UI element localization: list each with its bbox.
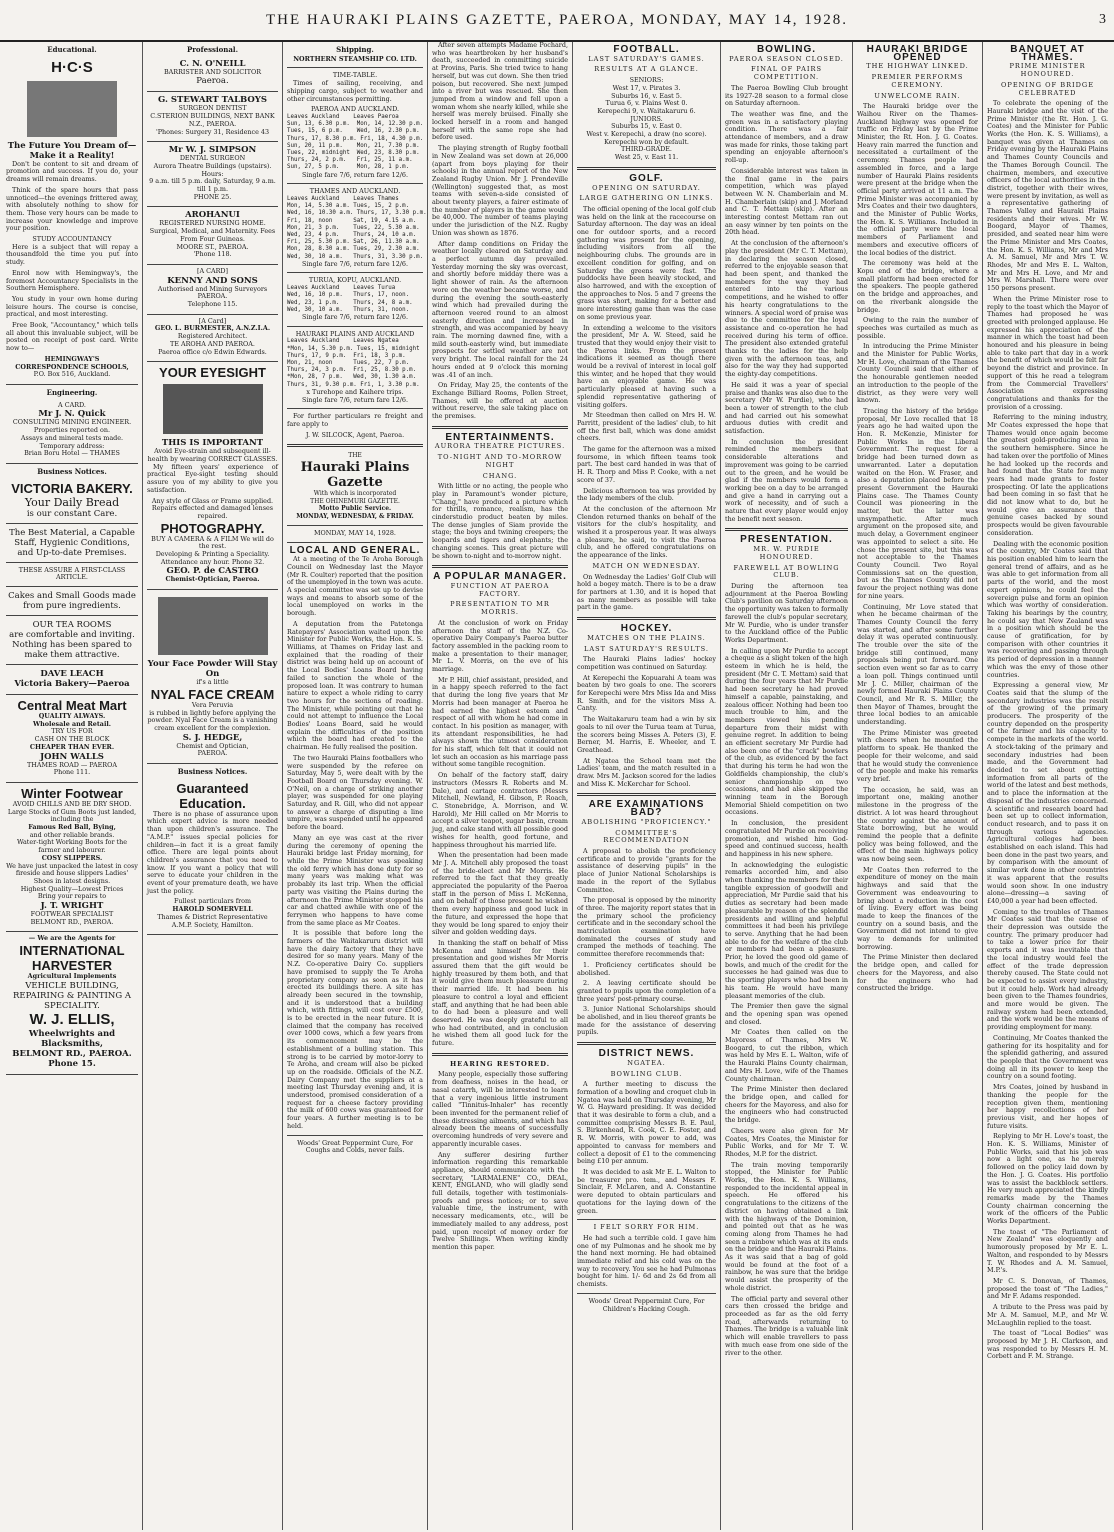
- ad-subhead: STUDY ACCOUNTANCY: [32, 235, 112, 244]
- article-text: A tribute to the Press was paid by Mr A. M. Samuel, M.P., and Mr W. McLaughlin replied to the toast.: [987, 1303, 1108, 1327]
- section-title: FOOTBALL.: [613, 44, 680, 55]
- article-text: The Hauraki bridge over the Waihou River on the Thames-Auckland highway was opened for traffic on Friday last by the Prime Minister, the Rt. Hon. J. G. Coates. Heavy rain marred the function and necessitated a curtailment of the ceremony. Thames people had assembled in force, and a large number of Hauraki Plains residents were present at the bridge when the official party arrived at 11 a.m. The Prime Minister was accompanied by Mrs Coates and their two daughters, and the Minister of Public Works, the Hon. K. S. Williams. Included in the official party were the local members of Parliament and members and executive officers of the local bodies of the district.: [857, 102, 978, 257]
- ad-name: Central Meat Mart: [17, 698, 127, 714]
- article-text: In conclusion the president reminded the members that considerable alterations and improvement was going to be carried out to the green, and he would be glad if the members would form a working bee on a day to be arranged and give a hand in carrying out a work of necessity, and of such a nature that every player would enjoy the benefit next season.: [725, 437, 848, 523]
- section-title: PRESENTATION.: [740, 534, 833, 546]
- section-label: Business Notices.: [177, 767, 248, 777]
- ad-text: Chemist and Optician,: [176, 741, 249, 750]
- ad-text: Developing & Printing a Speciality.: [155, 550, 270, 559]
- ad-phone: Phone 15.: [48, 1058, 96, 1069]
- article-text: At Kerepechi the Kopuarahi A team was beaten by two goals to one. The scorers for Kerepechi were Mrs Miss Ida and Miss R. Smith, and for the visitors Miss A. Canty.: [577, 673, 716, 713]
- ad-address: P.O. Box 516, Auckland.: [33, 370, 111, 379]
- ad-text: Authorised and Mining Surveyors PAEROA.: [157, 284, 268, 301]
- quick-ad: [6, 399, 138, 464]
- sub-title: AURORA THEATRE PICTURES.: [434, 442, 566, 451]
- ad-text: QUALITY ALWAYS.: [38, 712, 106, 721]
- ad-text: 'Phone 118.: [193, 250, 232, 259]
- article-text: The weather was fine, and the green was in a satisfactory playing condition. There was a fair attendance of members, and a draw was made for rinks, those taking part spending an enjoyable afternoon's roll-up.: [725, 109, 848, 165]
- ad-phone: Phone 111.: [53, 768, 91, 777]
- meat-mart-ad: [6, 695, 138, 783]
- ad-text: Surgical, Medical, and Maternity. Fees From Four Guineas.: [149, 227, 276, 243]
- sub-title: PREMIER PERFORMS CEREMONY.: [871, 73, 964, 89]
- ad-name: INTERNATIONAL: [19, 943, 125, 959]
- article-text: After seven attempts Madame Pochard, who was heartbroken by her husband's death, succeeded in committing suicide at Provins, Paris. She tried twice to hang herself, but was cut down. She then tried poison, but recovered. She next jumped into a river but was rescued. She then jumped from a window and fell upon a woman whom she nearly killed, while she herself was merely bruised. Finally she locked herself in a room and hanged herself with the same rope she had before used.: [432, 42, 568, 142]
- ad-name: HAROLD SOMERVELL: [172, 905, 253, 914]
- article-text: Owing to the rain the number of speeches was curtailed as much as possible.: [857, 316, 978, 340]
- article-text: The Prime Minister then declared the bridge open, and called for cheers for the Mayoress, and also for the engineers who had constructed the bridge.: [725, 1085, 848, 1125]
- sub-title: CHANG.: [482, 471, 518, 480]
- section-title: HEARING RESTORED.: [449, 1059, 551, 1068]
- ad-name: S. J. HEDGE,: [182, 732, 243, 743]
- ad-text: 'Phones: Surgery 31, Residence 43: [155, 127, 270, 136]
- ad-name: C. N. O'NEILL: [179, 58, 246, 69]
- ad-name: Mr J. N. Quick: [38, 409, 106, 420]
- text: SENIORS:: [629, 76, 664, 85]
- subhead: TIME-TABLE.: [332, 71, 378, 80]
- sub-title: I FELT SORRY FOR HIM.: [593, 1223, 700, 1232]
- article-text: Any sufferer desiring further information regarding this remarkable appliance, should communicate with the secretary, "LARMALENE" CO., DEAL, KENT, ENGLAND, who will gladly send full details, together with testimonials-proofs and press notices; or to save valuable time, the instrument, with necessary medicaments, etc., will be immediately mailed to any address, post paid, upon receipt of money order for Twelve Shillings. When writing kindly mention this paper.: [432, 1150, 568, 1251]
- timetable: Leaves Auckland Leaves Paeroa Sun, 13, 6.30 p.m. Mon, 14, 12.30 p.m. Tues, 15, 6 p.m. Wed, 16, 2.30 p.m. Thurs, 17, 8.30 p.m. Fri, 18, 4.30 p.m. Sun, 20, 11 p.m. Mon, 21, 7.30 p.m. Tues, 22, midnight Wed, 23, 8.30 p.m. Thurs, 24, 2 p.m. Fri, 25, 11 a.m. Sun, 27, 5 p.m. Mon, 28, 1 p.m.: [287, 113, 424, 171]
- ad-name: W. J. ELLIS,: [29, 1010, 115, 1028]
- sub-title: FUNCTION AT PAEROA FACTORY.: [450, 582, 550, 598]
- ad-text: FOOTWEAR SPECIALIST: [30, 910, 114, 919]
- ad-name: VICTORIA BAKERY.: [11, 480, 133, 496]
- text: THE OHINEMURI GAZETTE.: [310, 497, 400, 505]
- article-text: Tracing the history of the bridge proposal, Mr Love recalled that 18 years ago he had waited upon the Hon. R. McKenzie, Minister for Public Works in the Liberal Government. The request for a bridge had been turned down as unwarranted. Later a deputation waited on the Hon. W. Fraser, and also a deputation placed before the present Government the Hauraki Plains case. The Thames County Council was pioneering in the matter, but the latter was unsympathetic. After much argument on the proposed site, and much delay, a Government engineer was appointed to select a site. He chose the present site, but this was not acceptable to the Thames County Council. Two Royal Commissions sat on the question, but as the Thames County did not favour the project nothing was done for nine years.: [857, 406, 978, 600]
- ad-name: NYAL FACE CREAM: [150, 686, 275, 702]
- timetable: Leaves Auckland Leaves Ngatea *Mon, 14, 5.30 p.m. Tues, 15, midnight Thurs, 17, 9 p.m. Fri, 18, 3 p.m. Mon, 21, noon Tues, 22, 7 p.m. Thurs, 24, 3 p.m. Fri, 25, 8.30 p.m. *Mon, 28, 7 p.m. Wed, 30, 1.30 a.m. Thurs, 31, 9.30 p.m. Fri, 1, 3.30 p.m.: [287, 338, 420, 388]
- section-title: LOCAL AND GENERAL.: [289, 544, 421, 556]
- article-text: The official opening of the local golf club was held on the link at the racecourse on Saturday afternoon. The day was an ideal one for outdoor sports, and a record gathering was present for the opening, including visitors from all the neighbouring clubs. The grounds are in excellent condition for golfing, and on Saturday the greens were fast. The puddocks have been heavily stocked, and also harrowed, and with the exception of the approaches to Nos. 5 and 7 greens the grass was short, making for a better and more interesting game than was the case on some previous year.: [577, 204, 716, 321]
- article-text: 3. Junior National Scholarships should be abolished, and in lieu thereof grants be made for the assistance of deserving pupils.: [577, 1005, 716, 1037]
- article-text: On behalf of the factory staff, dairy instructors (Messrs R. Roberts and M. Dale), and cartage contractors (Messrs Mitchell, Newland, H. Gibson, P. Roach, C. Stonebridge, A. Morrison, and W. Harold), Mr Hill called on Mr Morris to accept a silver teapot, sugar basin, cream jug, and cake stand with all possible good wishes for health, good fortune, and happiness throughout his married life.: [432, 771, 568, 849]
- sub-title: NGATEA.: [627, 1058, 666, 1067]
- winter-footwear-ad: [6, 783, 138, 933]
- ad-text: Vera Peruvia: [191, 700, 234, 709]
- ad-text: You study in your own home during leisure hours. The course is concise, practical, and most interesting.: [6, 294, 138, 319]
- article-text: The Prime Minister was greeted with cheers when he mounted the platform to speak. He thanked the people for their welcome, and said that he would study the convenience of the people and make his remarks very brief.: [857, 728, 978, 783]
- article-text: Coming to the troubles of Thames Mr Coates said that the cause of their depression was outside the country. The primary producer had to take a lower price for their exports and it was inevitable that the local industry would feel the effect of the trade depression thereby caused. The State could not be expected to assist every industry, but it could help. Work had already been given to the Thames foundries, and more would be given. The railway system had been extended, and the work would be the means of providing employment for many.: [987, 907, 1108, 1032]
- section-label: Business Notices.: [37, 466, 107, 476]
- article-text: On Wednesday the Ladies' Golf Club will hold a bogey match. There is to be a draw for partners at 1.30, and it is hoped that as many members as possible will take part in the game.: [577, 572, 716, 612]
- ad-name: Victoria Bakery—Paeroa: [14, 679, 130, 690]
- masthead: [0, 0, 1114, 42]
- ad-text: and other reliable brands.: [29, 830, 115, 839]
- ad-headline: Guaranteed Education.: [176, 780, 249, 811]
- article-text: 1. Proficiency certificates should be abolished.: [577, 960, 716, 977]
- section-title: DISTRICT NEWS.: [598, 1048, 695, 1060]
- article-text: At the conclusion of the afternoon's play the president (Mr C. T. Mettam), in declaring the season closed, referred to the enjoyable season that had been spent, and thanked the members for the way they had entered into the various competitions, and he wished to offer his hearty congratulations to the winners. A special word of praise was due to the committee for the loyal assistance and co-operation he had received during his term of office. The president also extended grateful thanks to the ladies for the help given with the afternoon teas, and also for the way they had supported the eighty-day competitions.: [725, 239, 848, 379]
- ad-text: if's a little: [196, 678, 229, 687]
- ad-text: VEHICLE BUILDING, REPAIRING & PAINTING A SPECIALITY.: [13, 980, 131, 1011]
- ad-text: CHEAPER THAN EVER.: [29, 742, 115, 751]
- ad-text: Wholesale and Retail.: [32, 719, 112, 728]
- column-8: [982, 42, 1112, 1530]
- article-text: A further meeting to discuss the formation of a bowling and croquet club in Ngatea was held on Thursday evening, Mr W. G. Hayward presiding. It was decided that it was desirable to form a club, and a committee comprising Messrs B. E. Paul, S. Birkenhead, R. Cook, C. E. Foster, and R. W. Morris, with power to add, was appointed to canvass for members and collect a deposit of £1 to the commencing being £10 per annum.: [577, 1080, 716, 1166]
- ad-text: Registered Architect.: [177, 332, 248, 341]
- text: Woods' Great Peppermint Cure, For Coughs and Colds, never fails.: [297, 1138, 413, 1155]
- result: West 25, v. East 11.: [614, 153, 679, 162]
- result: Suburbs 15, v. East 0.: [611, 122, 682, 131]
- ad-text: Water-tight Working Boots for the farmer and labourer.: [16, 838, 128, 855]
- ad-text: BARRISTER AND SOLICITOR: [163, 67, 262, 76]
- ad-text: THESE ASSURE A FIRST-CLASS ARTICLE.: [18, 565, 126, 582]
- article-text: Mr Coates then called on the Mayoress of Thames, Mrs W. Boogard, to cut the ribbon, which was held by Mrs E. L. Walton, wife of the Hauraki Plains County chairman, and Mrs H. Love, wife of the Thames County chairman.: [725, 1028, 848, 1083]
- victoria-bakery-ad: [6, 478, 138, 695]
- subhead: THAMES AND AUCKLAND.: [309, 187, 401, 196]
- section-title: BANQUET AT THAMES.: [1010, 44, 1085, 63]
- sub-title: ABOLISHING "PROFICIENCY.": [581, 817, 712, 826]
- sub-title: MATCHES ON THE PLAINS.: [587, 633, 706, 642]
- ad-text: Aurora Theatre Buildings (upstairs).: [153, 161, 272, 170]
- article-text: The Hauraki Plains ladies' hockey competition was continued on Saturday.: [577, 655, 716, 671]
- ad-text: A CARD.: [58, 400, 86, 409]
- article-text: The toast of "Local Bodies" was proposed by Mr J. H. Clarkson, and was responded to by Messrs H. M. Corbett and F. M. Strange.: [987, 1329, 1108, 1361]
- ad-headline: Your Daily Bread: [24, 495, 120, 509]
- article-text: With little or no acting, the people who play in Paramount's wonder picture, "Chang," have produced a picture which for thrills, romance, realism, has the cinderstudio product beaten by miles. The dense jungles of Siam provide the stage; the boys and twining creepers; the leopards and tigers and elephants; the changing scenes. This great picture will be shown to-night and to-morrow night.: [432, 482, 568, 560]
- ad-name: JOHN WALLS: [40, 751, 104, 762]
- ad-text: Don't be content to sit and dream of promotion and success. If you do, your dreams will remain dreams.: [6, 159, 138, 184]
- sub-title: OPENING OF BRIDGE CELEBRATED: [1000, 80, 1095, 97]
- sub-title: THE HIGHWAY LINKED.: [866, 62, 969, 71]
- ad-text: DENTAL SURGEON: [179, 154, 246, 163]
- sub-title: FINAL OF PAIRS COMPETITION.: [751, 65, 822, 82]
- article-text: The Premier then gave the signal and the opening span was opened and closed.: [725, 1002, 848, 1026]
- ad-name: HEMINGWAY'S: [44, 354, 100, 363]
- student-illustration: [27, 81, 117, 137]
- ad-text: [A CARD]: [196, 266, 229, 275]
- ad-text: Free Book, "Accountancy," which tells all about this invaluable subject, will be posted on receipt of post card. Write now to—: [6, 321, 138, 353]
- ad-address: BELMONT RD., PAEROA.: [30, 917, 114, 926]
- article-text: The game for the afternoon was a mixed foursome, in which fifteen teams took part. The best card handed in was that of H. R. Thorp and Miss P. Cooke, with a net score of 37.: [577, 445, 716, 484]
- ad-text: The Best Material, a Capable Staff, Hygienic Conditions, and Up-to-date Premises.: [9, 527, 135, 558]
- sub-title: BOWLING CLUB.: [610, 1069, 683, 1078]
- ad-text: SURGEON DENTIST: [178, 104, 247, 113]
- ad-name: G. STEWART TALBOYS: [158, 95, 267, 106]
- ad-text: OUR TEA ROOMS: [32, 620, 112, 631]
- ad-name: Winter Footwear: [21, 785, 123, 801]
- article-text: Cheers were also given for Mr Coates, Mrs Coates, the Minister for Public Works, and for Mr T. W. Rhodes, M.P. for the district.: [725, 1126, 848, 1158]
- ad-name: GEO. P. de CASTRO: [166, 566, 259, 577]
- column-1: [2, 42, 142, 1530]
- article-text: The proposal is opposed by the minority of three. The majority report states that in the primary school the proficiency certificate and in the secondary school the matriculation examination have dominated the courses of study and cramped the methods of teaching. The committee therefore recommends that:: [577, 896, 716, 959]
- ad-text: Here is a subject that will repay a thousandfold the time you put into study.: [6, 242, 138, 267]
- article-text: He said it was a year of special praise and thanks was also due to the secretary (Mr W. Purdie), who had been a tower of strength to the club and had carried out his somewhat arduous duties with credit and satisfaction.: [725, 380, 848, 436]
- ad-address: THAMES ROAD — PAEROA: [27, 760, 117, 769]
- article-text: Considerable interest was taken in the final game in the pairs competition, which was played between W. N. Chamberlain and M. H. Chamberlain (skip) and J. Morland and C. T. Mettam (skip). After an interesting contest Mettam ran out an easy winner by ten points on the 20th head.: [725, 166, 848, 237]
- paper-nameplate: Hauraki Plains Gazette: [300, 460, 410, 491]
- sub-title: PRESENTATION TO MR MORRIS.: [450, 600, 550, 617]
- article-text: After damp conditions on Friday the weather locally cleared on Saturday and a perfect autumn day prevailed. Yesterday morning the sky was overcast, and shortly before midday there was a light shower of rain. As the afternoon wore on the weather became worse, and during the evening the south-easterly wind which had prevailed during the afternoon veered round to an almost easterly direction and increased in strength, and was accompanied by heavy rain. The morning dawned fine, with a mild south-easterly wind, but immediate prospects for settled weather are not very bright. The local rainfall for the 24 hours ended at 9 o'clock this morning was .41 of an inch.: [432, 239, 568, 379]
- ad-text: Wheelwrights and Blacksmiths,: [28, 1028, 116, 1049]
- ad-text: Enrol now with Hemingway's, the foremost Accountancy Specialists in the Southern Hemisphere.: [6, 268, 138, 293]
- ad-text: CASH ON THE BLOCK: [34, 735, 110, 744]
- article-text: To celebrate the opening of the Hauraki bridge and the visit of the Prime Minister (the Rt. Hon. J. G. Coates) and the Minister for Public Works (the Hon. K. S. Williams), a banquet was given at Thames on Friday evening by the Hauraki Plains and Thames County Councils and the Thames Borough Council. The chairmen, members, and executive officers of the local authorities in the district, together with their wives, were present by invitation, as well as a representative gathering of Thames Valley and Hauraki Plains residents and their wives. Mr W. Boogard, Mayor of Thames, presided, and seated near him were the Prime Minister and Mrs Coates, the Hon. K. S. Williams, Mr and Mrs A. M. Samuel, Mr and Mrs T. W. Rhodes, Mr and Mrs E. L. Walton, Mr and Mrs H. Love, and Mr and Mrs W. Marshall. There were over 150 persons present.: [987, 99, 1108, 293]
- masthead-title: THE HAURAKI PLAINS GAZETTE, PAEROA, MONDAY, MAY 14, 1928.: [266, 12, 848, 28]
- article-text: Delicious afternoon tea was provided by the lady members of the club.: [577, 486, 716, 503]
- sub-title: OPENING ON SATURDAY.: [592, 183, 701, 192]
- ad-name: J. T. WRIGHT: [40, 901, 104, 912]
- text: THIRD-GRADE.: [621, 145, 672, 154]
- ad-text: AVOID CHILLS AND BE DRY SHOD.: [12, 799, 132, 808]
- issue-date: MONDAY, MAY 14, 1928.: [314, 528, 396, 537]
- article-text: The two Hauraki Plains footballers who were suspended by the referee on Saturday, May 5, were dealt with by the Football Board on Thursday evening. W. O'Neil, on a charge of striking another player, was suspended for one playing Saturday, and R. Gill, who did not appear to answer a charge of disputing a line umpire, was suspended until he appeared before the board.: [287, 753, 423, 832]
- section-label: Professional.: [186, 45, 239, 54]
- ad-text: Chemist-Optician, Paeroa.: [165, 575, 260, 584]
- page-number: 3: [1099, 12, 1108, 27]
- text: MONDAY, WEDNESDAY, & FRIDAY.: [296, 513, 414, 521]
- article-text: Continuing, Mr Love stated that when he became chairman of the Thames County Council the ferry was started, and after some further delay it was operated continuously. The trouble over the site of the bridge still continued, many proposals being put forward. One section even went so far as to carry a loan poll. Things continued until Mr J. C. Miller, chairman of the newly formed Hauraki Plains County Council, and Mr R. S. Miller, the then Mayor of Thames, brought the three local bodies to an amicable understanding.: [857, 602, 978, 727]
- article-text: A deputation from the Patetonga Ratepayers' Association waited upon the Minister for Public Works, the Hon. K. S. Williams, at Thames on Friday last and explained that the roading of their district was being held up on account of the Local Bodies' Loans Board having failed to sanction the whole of the proposed loan. It was contrary to human nature to expect a whole riding to carry two hours for the sections of roading. The Minister, while pointing out that he could not attempt to influence the Local Bodies' Loans Board, said he would explain the difficulties of the position which the board had created to the chairman. He fully realised the position.: [287, 619, 423, 752]
- sub-title: PAEROA SEASON CLOSED.: [729, 54, 844, 63]
- column-5: [572, 42, 720, 1530]
- ad-text: REGISTERED NURSING HOME.: [159, 219, 266, 228]
- result: Turua 6, v. Plains West 0.: [605, 99, 688, 108]
- article-text: In extending a welcome to the visitors the president, Mr A. W. Steed, said he trusted that they would enjoy their visit to the Paeroa links. From the present indications it seemed as though there would be a revival of interest in local golf this winter, and he hoped that they would have an enjoyable game. He was particularly pleased at having such a splendid representative gathering of visiting golfers.: [577, 323, 716, 409]
- column-2: [142, 42, 282, 1530]
- ad-name: KENNY AND SONS: [167, 275, 258, 286]
- column-3: [282, 42, 427, 1530]
- article-text: When the presentation had been made Mr J. A. Mitchell ably proposed the toast of the bride-elect and Mr Morris. He referred to the fact that they greatly appreciated the popularity of the Paeroa staff in the person of Miss I. McKenna, and on behalf of those present he wished them every happiness and good luck in the future, and expressed the hope that they would be long spared to enjoy their silver and golden wedding days.: [432, 851, 568, 937]
- article-text: At a meeting of the Te Aroha Borough Council on Wednesday last the Mayor (Mr R. Coulter) reported that the position of the unemployed in the town was acute. A special committee was set up to devise ways and means to absorb some of the local unemployed on works in the borough.: [287, 555, 423, 618]
- result: Kerepechi 9, v. Waitakaruru 6.: [597, 106, 696, 115]
- section-title: A POPULAR MANAGER.: [433, 571, 567, 583]
- fare: Single fare 7/6, return fare 12/6.: [301, 395, 409, 404]
- ad-text: There is no phase of assurance upon which expert advice is more needed than upon children's assurance. The "A.M.P." issues special policies for children—in fact it is a great family office. There are legal points about children's assurance that you need to know. If you want a policy that will serve to educate your children in the event of your premature death, we have just the policy.: [147, 809, 278, 895]
- ad-headline: THIS IS IMPORTANT: [161, 438, 264, 449]
- article-text: At the conclusion of work on Friday afternoon the staff of the N.Z. Co-operative Dairy Company's Paeroa butter factory assembled in the packing room to make a presentation to their manager, Mr L. V. Morris, on the eve of his marriage.: [432, 618, 568, 674]
- text: Times of sailing, receiving, and shipping cargo, subject to weather and other circumstances permitting.: [287, 79, 423, 103]
- ad-name: NORTHERN STEAMSHIP CO. LTD.: [293, 54, 417, 63]
- hcs-logo: H·C·S: [51, 58, 93, 76]
- ad-text: CONSULTING MINING ENGINEER.: [12, 418, 132, 427]
- sub-title: MATCH ON WEDNESDAY.: [592, 561, 701, 570]
- ad-name: J. W. SILCOCK, Agent, Paeroa.: [305, 430, 405, 439]
- article-text: The playing strength of Rugby football in New Zealand was set down at 26,000 (apart from boys playing for their schools) in the annual report of the New Zealand Rugby Union. Mr J. Prendeville (Wellington) suggested that, as most teams with seven-a-side consisted of about twenty players, a fairer estimate of the number of players in the game would be 40,000. The number of teams playing under the jurisdiction of the N.Z. Rugby Union was shown as 1876.: [432, 144, 568, 237]
- text: With which is incorporated: [313, 490, 397, 498]
- section-title: ARE EXAMINATIONS BAD?: [588, 799, 705, 819]
- fare: Single fare 7/6, return fare 12/6.: [301, 259, 409, 268]
- ad-text: TE AROHA AND PAEROA.: [170, 339, 255, 348]
- ad-text: Properties reported on.: [33, 426, 111, 435]
- sub-title: FAREWELL AT BOWLING CLUB.: [733, 563, 840, 580]
- fare: Single fare 7/6, return fare 12/6.: [301, 170, 409, 179]
- article-text: Mr Steedman then called on Mrs H. W. Parritt, president of the ladies' club, to hit off the first ball, which was done amidst cheers.: [577, 411, 716, 443]
- article-text: The Prime Minister then declared the bridge open, and called for cheers for the Mayoress, and also for the engineers who had constructed the bridge.: [857, 953, 978, 993]
- article-text: The Waitakaruru team had a win by six goals to nil over the Turua team at Turua, the scorers being Misses A. Peters (3), F. Berner, M. Harris, E. Wheeler, and T. Greathead.: [577, 715, 716, 754]
- ad-text: Highest Quality—Lowest Prices: [20, 884, 124, 893]
- sub-title: MR. W. PURDIE HONOURED.: [753, 545, 820, 561]
- ad-text: PAEROA.: [197, 749, 228, 758]
- ad-headline: The Future You Dream of—: [7, 140, 137, 151]
- ad-text: [A Card]: [198, 316, 227, 325]
- sub-title: LAST SATURDAY'S RESULTS.: [583, 644, 710, 653]
- ad-text: is our constant Care.: [26, 508, 118, 519]
- result: West v. Kerepechi, a draw (no score).: [586, 130, 707, 139]
- article-text: The ceremony was held at the Kopu end of the bridge, where a small platform had been erected for the speakers. The people gathered on the bridge and approaches, and on the riverbank alongside the bridge.: [857, 259, 978, 314]
- ad-text: TRY US FOR: [51, 727, 93, 736]
- sub-title: RESULTS AT A GLANCE.: [594, 65, 699, 74]
- timetable: Leaves Auckland Leaves Thames Mon, 14, 5.30 a.m. Tues, 15, 2 p.m. Wed, 16, 10.30 a.m. Thurs, 17, 3.30 p.m. Fri, 18, noon Sat, 19, 4.15 a.m. Mon, 21, 3 p.m. Tues, 22, 5.30 a.m. Wed, 23, 4 p.m. Thurs, 24, 10 a.m. Fri, 25, 5.30 p.m. Sat, 26, 11.30 a.m. Mon, 28, 8.30 a.m. Tues, 29, 2.30 a.m. Wed, 30, 10 a.m. Thurs, 31, 3.30 p.m.: [287, 195, 427, 260]
- article-text: At Ngatea the School team met the Ladies' team, and the match resulted in a draw. Mrs M. Jackson scored for the ladies and Miss K. McKerchar for School.: [577, 756, 716, 788]
- text: Motto Public Service.: [318, 505, 392, 513]
- article-text: Replying to Mr H. Love's toast, the Hon. K. S. Williams, Minister of Public Works, said that his job was now a light one, as he merely followed on the policy laid down by the Hon. J. G. Coates. His portfolio was to assist the backblock settlers. He very much appreciated the kindly remarks made by the Thames County chairman concerning the work of the officers of the Public Works Department.: [987, 1132, 1108, 1226]
- article-text: When the Prime Minister rose to reply to the toast which the Mayor of Thames had proposed he was greeted with prolonged applause. He expressed his appreciation of the manner in which the toast had been honoured and his pleasure in being able to take part that day in a work the benefit of which would be felt far beyond the district and province. In support of this he read a telegram from the Commercial Travellers' Association expressing congratulations and thanks for the provision of a crossing.: [987, 294, 1108, 411]
- ad-text: Agricultural Implements: [27, 972, 117, 981]
- article-text: 2. A leaving certificate should be granted to pupils upon the completion of a three years' post-primary course.: [577, 979, 716, 1003]
- article-text: He had such a terrible cold. I gave him one of my Pulmonas and he shook me by the hand next morning. He had obtained immediate relief and his cold was on the way to recovery. You see he had Pulmonas bought for him. 1/- 6d and 2s 6d from all chemists.: [577, 1233, 716, 1289]
- subhead: TURUA, KOPU, AUCKLAND.: [308, 276, 402, 285]
- ad-text: We have just unpacked the latest in cosy fireside and house slippers Ladies' Shoes in latest designs.: [6, 861, 138, 885]
- article-text: Referring to the mining industry, Mr Coates expressed the hope that Thames would once again become the greatest gold-producing area in the southern hemisphere. Since he had taken over the portfolio of Mines he had looked up the records and had found that the State for many years had made grants to foster prospecting. Of late the applications had been coming in so fast that he did not know what to do, but he would give an assurance that genuine cases backed by sound prospects would be given favourable consideration.: [987, 413, 1108, 537]
- ad-text: Bring your repairs to: [37, 892, 107, 901]
- eye-illustration: [163, 384, 263, 434]
- ad-text: Famous Red Ball, Bying,: [28, 823, 116, 832]
- text: Woods' Great Peppermint Cure, For Children's Hacking Cough.: [588, 1296, 705, 1313]
- eyesight-ad: [147, 362, 278, 590]
- ad-text: MOORE ST., PAEROA.: [176, 242, 249, 251]
- article-text: Dealing with the economic position of the country, Mr Coates said that his position enabled him to learn the general trend of affairs, and as he was able to get information from all parts of the world, and the most expert opinions, he could feel the sovereign pulse and form an opinion which was worthy of consideration. Taking his bearings by the country, he could say that New Zealand was in a position which should be the cause of gratification, for by comparison with other countries it was recovering and passing through its period of depression in a manner which was the envy of those other countries.: [987, 539, 1108, 679]
- ad-text: Fullest particulars from: [173, 897, 252, 906]
- ad-name: DAVE LEACH: [40, 669, 104, 680]
- harvester-ad: [6, 932, 138, 1074]
- ad-text: COSY SLIPPERS.: [41, 853, 103, 862]
- article-text: Mr Coates then referred to the expenditure of money on the main highways and said that the Government was endeavouring to bring about a reduction in the cost of living. Every effort was being made to keep the finances of the country on a sound basis, and the Government did not intend to give way to demands for unlimited borrowing.: [857, 865, 978, 951]
- section-label: Educational.: [47, 45, 97, 54]
- ad-headline-2: Make it a Reality!: [29, 150, 115, 161]
- ad-text: Paeroa.: [196, 76, 229, 87]
- article-text: In acknowledging the eulogistic remarks accorded him, and also when thanking the members for their tangible expression of goodwill and appreciation, Mr Purdie said that his duties as secretary had been made pleasurable by reason of the splendid presidents and willing and helpful committees it had been his privilege to serve. Anything that he had been able to do for the welfare of the club or members had been a pleasure. Prior, he loved the good old game of bowls, and much of the credit for the successes he had gained was due to the sporting players who had been in his team. He would have many pleasant memories of the club.: [725, 860, 848, 1000]
- amp-ad: [147, 778, 278, 936]
- result: Kerepechi won by default.: [604, 137, 689, 146]
- article-text: In conclusion, the president congratulated Mr Purdie on receiving promotion, and wished him God-speed and continued success, health and happiness in his new sphere.: [725, 819, 848, 858]
- article-text: The occasion, he said, was an important one, making another milestone in the progress of the district. A lot was heard throughout the country against the amount of State borrowing, but he would remind the people that a definite policy was being followed, and the effect of the main highways policy was now being seen.: [857, 785, 978, 864]
- column-7: [852, 42, 982, 1530]
- ad-text: — We are the Agents for: [28, 934, 116, 943]
- section-title: BOWLING.: [756, 44, 817, 55]
- subhead: HAURAKI PLAINS AND AUCKLAND: [295, 329, 415, 338]
- sub-title: COMMITTEE'S RECOMMENDATION: [603, 828, 690, 845]
- ad-text: Thames & District Representative A.M.P. Society, Hamilton.: [157, 912, 268, 929]
- text: For further particulars re freight and fare apply to: [287, 412, 423, 428]
- article-text: Many an eye was cast at the river during the ceremony of opening the Hauraki bridge last Friday morning, for while the Prime Minister was speaking the old ferry which has done duty for so many years was making what was probably its last trip. When the official party was visiting the Plains during the afternoon the Prime Minister stopped his car and chatted awhile with one of the ferrymen who happens to have come from the same place as Mr Coates.: [287, 833, 423, 927]
- ad-address: BELMONT RD., PAEROA.: [12, 1048, 132, 1059]
- article-text: A proposal to abolish the proficiency certificate and to provide "grants for the assistance of deserving pupils" in the place of Junior National Scholarships is made in the report of the Syllabus Committee.: [577, 846, 716, 894]
- ad-text: is rubbed in lightly before applying the powder. Nyal Face Cream is a vanishing cream excellent for the complexion.: [147, 708, 278, 732]
- column-6: [720, 42, 852, 1530]
- lady-illustration: [158, 597, 268, 655]
- article-text: On Friday, May 25, the contents of the Exchange Billiard Rooms, Pollen Street, Thames, will be offered at auction without reserve, the sale taking place on the premises.: [432, 381, 568, 421]
- article-text: In introducing the Prime Minister and the Minister for Public Works, Mr H. Love, chairman of the Thames County Council said that either of the honourable gentlemen needed an introduction to the people of the district, as they were very well known.: [857, 342, 978, 405]
- article-text: At the conclusion of the afternoon Mr Clendon returned thanks on behalf of the visitors for the club's hospitality, and wished it a prosperous year. It was always a pleasure, he said, to visit the Paeroa club, and he offered congratulations on the appearance of the links.: [577, 504, 716, 560]
- article-text: In thanking the staff on behalf of Miss McKenna and himself for their presentation and good wishes Mr Morris assured them that the gift would be highly treasured by them both, and that it would give them much pleasure during their married life. It had been his pleasure to control a loyal and efficient staff, and anything that he had been able to do had been a pleasure and well deserved. He was deeply grateful to all who had contributed, and in conclusion he wished them all good luck for the future.: [432, 938, 568, 1048]
- ad-text: Attendance any hour. Phone 32.: [160, 557, 265, 566]
- article-text: The toast of "The Parliament of New Zealand" was eloquently and humorously proposed by Mr E. L. Walton, and responded to by Messrs T. W. Rhodes and A. M. Samuel, M.P.'s.: [987, 1227, 1108, 1275]
- ad-text: Temporary address:: [39, 441, 105, 450]
- ad-text: 9 a.m. till 5 p.m. daily, Saturday, 9 a.m. till 1 p.m.: [149, 177, 276, 194]
- ad-text: Think of the spare hours that pass unnoticed—the evenings frittered away, with absolutely nothing to show for them. Those very hours can be made to increase your knowledge and improve your position.: [6, 185, 138, 233]
- hemingway-ad: [6, 56, 138, 385]
- section-title: ENTERTAINMENTS.: [445, 431, 555, 443]
- result: West 17, v. Pirates 3.: [612, 83, 681, 92]
- fare: Single fare 7/6, return fare 12/6.: [301, 313, 409, 321]
- newspaper-columns: [2, 42, 1112, 1530]
- ad-name: YOUR EYESIGHT: [159, 365, 266, 381]
- article-text: It is possible that before long the farmers of the Waitakaruru district will have the dairy factory that they have desired for so many years. Many of the N.Z. Co-operative Dairy Co. suppliers have promised to supply the Te Aroha proprietary company as soon as it has erected its buildings there. A site has already been secured in the township, and it is understood that a building which, with fittings, will cost over £500, is to be erected in the near future. It is claimed that the company has received over 1000 cows, which a few years from its commencement may be the establishment of a bulling station. This strong is to be carried by motor-lorry to Te Aroha, and cream will also be picked up on the roadside. Officials of the N.Z. Dairy Company met the suppliers at a meeting last Thursday evening and, it is understood, promised consideration of a request for a cheese factory providing the milk of 600 cows was guaranteed for four years. A further meeting is to be held.: [287, 929, 423, 1130]
- ad-text: Large Stocks of Gum Boots just landed, including the: [7, 807, 137, 824]
- ad-text: PHONE 25.: [193, 192, 232, 201]
- subhead: PAEROA AND AUCKLAND.: [310, 105, 400, 114]
- article-text: Mr C. S. Donovan, of Thames, proposed the toast of "The Ladies," and Mr F. Adams responded.: [987, 1276, 1108, 1301]
- ad-name: GEO. L. BURMESTER, A.N.Z.I.A.: [154, 324, 271, 333]
- ad-name: Mr W. J. SIMPSON: [168, 145, 257, 156]
- ad-text: Brian Boru Hotel — THAMES: [24, 449, 120, 458]
- article-text: Mrs Coates, joined by husband in thanking the people for the reception given them, mentioning her happy recollections of her previous visit, and her hopes of future visits.: [987, 1083, 1108, 1130]
- article-text: Expressing a general view, Mr Coates said that the slump of the secondary industries was the result of the growing of the primary producers. The prosperity of the country depended on the prosperity of the farmer and his capacity to compete in the markets of the world. A stock-taking of the primary and secondary industries had been made, and the Government had decided to set about getting information from all parts of the world of the latest and best methods, and to place the information at the disposal of the industries concerned. A scientific and research board had been set up to collect information, conduct research, and to pass it on through various agencies. Agricultural colleges had been established on each island. This had been done in the past two years, and by comparison with the amount of similar work done in other countries it was apparent that the results would soon show. In one industry alone—dressing—a saving of £40,000 a year had been effected.: [987, 681, 1108, 905]
- ad-text: Hours:: [201, 169, 224, 178]
- article-text: Many people, especially those suffering from deafness, noises in the head, or nasal catarrh, will be interested to learn that a very ingenious little instrument called "Tinnitus-Inhaler" has recently been invented for the permanent relief of these distressing ailments, and which has already been the means of successfully overcoming hundreds of very severe and apparently incurable cases.: [432, 1070, 568, 1148]
- sub-title: LAST SATURDAY'S GAMES.: [588, 54, 705, 63]
- text: x Turehope and Kaihere trips.: [306, 387, 404, 396]
- ad-name: CORRESPONDENCE SCHOOLS,: [15, 362, 129, 371]
- ad-text: Repairs effected and damaged lenses repaired.: [151, 504, 274, 520]
- section-title: HOCKEY.: [620, 623, 673, 635]
- article-text: During the afternoon tea adjournment at the Paeroa Bowling Club's pavilion on Saturday afternoon the opportunity was taken to formally farewell the club's popular secretary, Mr W. Purdie, who is under transfer to the Auckland office of the Public Works Department.: [725, 582, 848, 644]
- ad-text: Any style of Glass or Frame supplied.: [151, 496, 274, 505]
- ad-text: Telephone 115.: [187, 300, 238, 309]
- ad-text: Paeroa office c/o Edwin Edwards.: [158, 347, 267, 356]
- section-label: Shipping.: [336, 45, 374, 54]
- ad-name: HARVESTER: [32, 958, 112, 974]
- ad-text: BUY A CAMERA & A FILM We will do the rest.: [151, 534, 274, 551]
- ad-text: Avoid Eye-strain and subsequent ill-health by wearing CORRECT GLASSES.: [147, 447, 278, 463]
- result: Suburbs 16, v. East 5.: [611, 91, 682, 100]
- sub-title: UNWELCOME RAIN.: [874, 91, 961, 100]
- ad-headline: Your Face Powder Will Stay On: [147, 659, 278, 680]
- ad-text: Assays and mineral tests made.: [20, 433, 124, 442]
- sub-title: LARGE GATHERING ON LINKS.: [579, 194, 714, 203]
- nyal-ad: [147, 590, 278, 764]
- article-text: Continuing, Mr Coates thanked the gathering for its hospitality and for the splendid gathering, and assured the people that the Government was doing all in its power to keep the country on a sound footing.: [987, 1033, 1108, 1081]
- article-text: The train moving temporarily stopped, the Minister for Public Works, the Hon. K. S. Williams, responded to the incidental appeal in speech. He offered his congratulations to the citizens of the district on having obtained a link with the highways of the Dominion, and pointed out that as he was coming along from Thames he had seen a rainbow which was at its ends on the bridge and the Hauraki Plains. As it was said that a bag of gold would be found at the foot of a rainbow, he was sure that the bridge would assist the prosperity of the whole district.: [725, 1160, 848, 1292]
- ad-headline: PHOTOGRAPHY.: [160, 520, 265, 536]
- ad-text: are comfortable and inviting. Nothing has been spared to make them attractive.: [9, 630, 135, 661]
- ad-text: Cakes and Small Goods made from pure ingredients.: [8, 591, 136, 612]
- section-label: Engineering.: [46, 387, 98, 397]
- section-title: HAURAKI BRIDGE OPENED: [866, 44, 969, 63]
- article-text: The official party and several other cars then crossed the bridge and proceeded as far as the old ferry road, afterwards returning to Thames. The bridge is a valuable link which will enable travellers to pass with much ease from one side of the river to the other.: [725, 1294, 848, 1357]
- ad-text: My fifteen years' experience of practical Eye-sight testing should assure you of my ability to give you satisfaction.: [147, 462, 278, 494]
- column-4: [427, 42, 572, 1530]
- ad-name: AROHANUI: [185, 210, 240, 221]
- article-text: The Paeroa Bowling Club brought its 1927-28 season to a formal close on Saturday afternoon.: [725, 83, 848, 108]
- text: JUNIORS.: [630, 114, 663, 123]
- sub-title: TO-NIGHT AND TO-MORROW NIGHT: [437, 453, 563, 469]
- article-text: In calling upon Mr Purdie to accept a cheque as a slight token of the high esteem in which he is held, the president (Mr C. T. Mettam) said that during the four years that Mr Purdie had been secretary he had proved himself a capable, painstaking, and zealous officer. Nothing had been too much trouble to him, and the members viewed his pending departure from their midst with genuine regret. In addition to being an efficient secretary Mr Purdie had also been one of the "crack" bowlers of the club, as evidenced by the fact that during his term he had won the Goldfields championship, the club's senior championship on two occasions, and had also skipped the winning team in the Borough Memorial Shield competition on two occasions.: [725, 646, 848, 817]
- timetable: Leaves Auckland Leaves Turua Wed, 16, 10 p.m. Thurs, 17, noon. Wed, 23, 1 p.m. Thurs, 24, 8 a.m. Wed, 30, 10 a.m. Thurs, 31, noon.: [287, 285, 413, 313]
- section-title: GOLF.: [629, 172, 664, 184]
- ad-text: C.STERION BUILDINGS, NEXT BANK N.Z., PAEROA.: [150, 112, 275, 128]
- article-text: It was decided to ask Mr E. L. Walton to be treasurer pro. tem., and Messrs F. Sinclair, F. McLaren, and A. Constantine were deputed to obtain particulars and quotations for the laying down of the green.: [577, 1168, 716, 1215]
- article-text: Mr P. Hill, chief assistant, presided, and in a happy speech referred to the fact that during the long five years that Mr Morris had been manager at Paeroa he had earned the highest esteem and respect of all with whom he had come in contact. In his position as manager, with its attendant responsibilities, he had always shown the utmost consideration for his staff, which felt that it could not let such an occasion as his marriage pass without some tangible recognition.: [432, 675, 568, 769]
- text: THE: [348, 452, 362, 460]
- sub-title: PRIME MINISTER HONOURED.: [1009, 62, 1086, 79]
